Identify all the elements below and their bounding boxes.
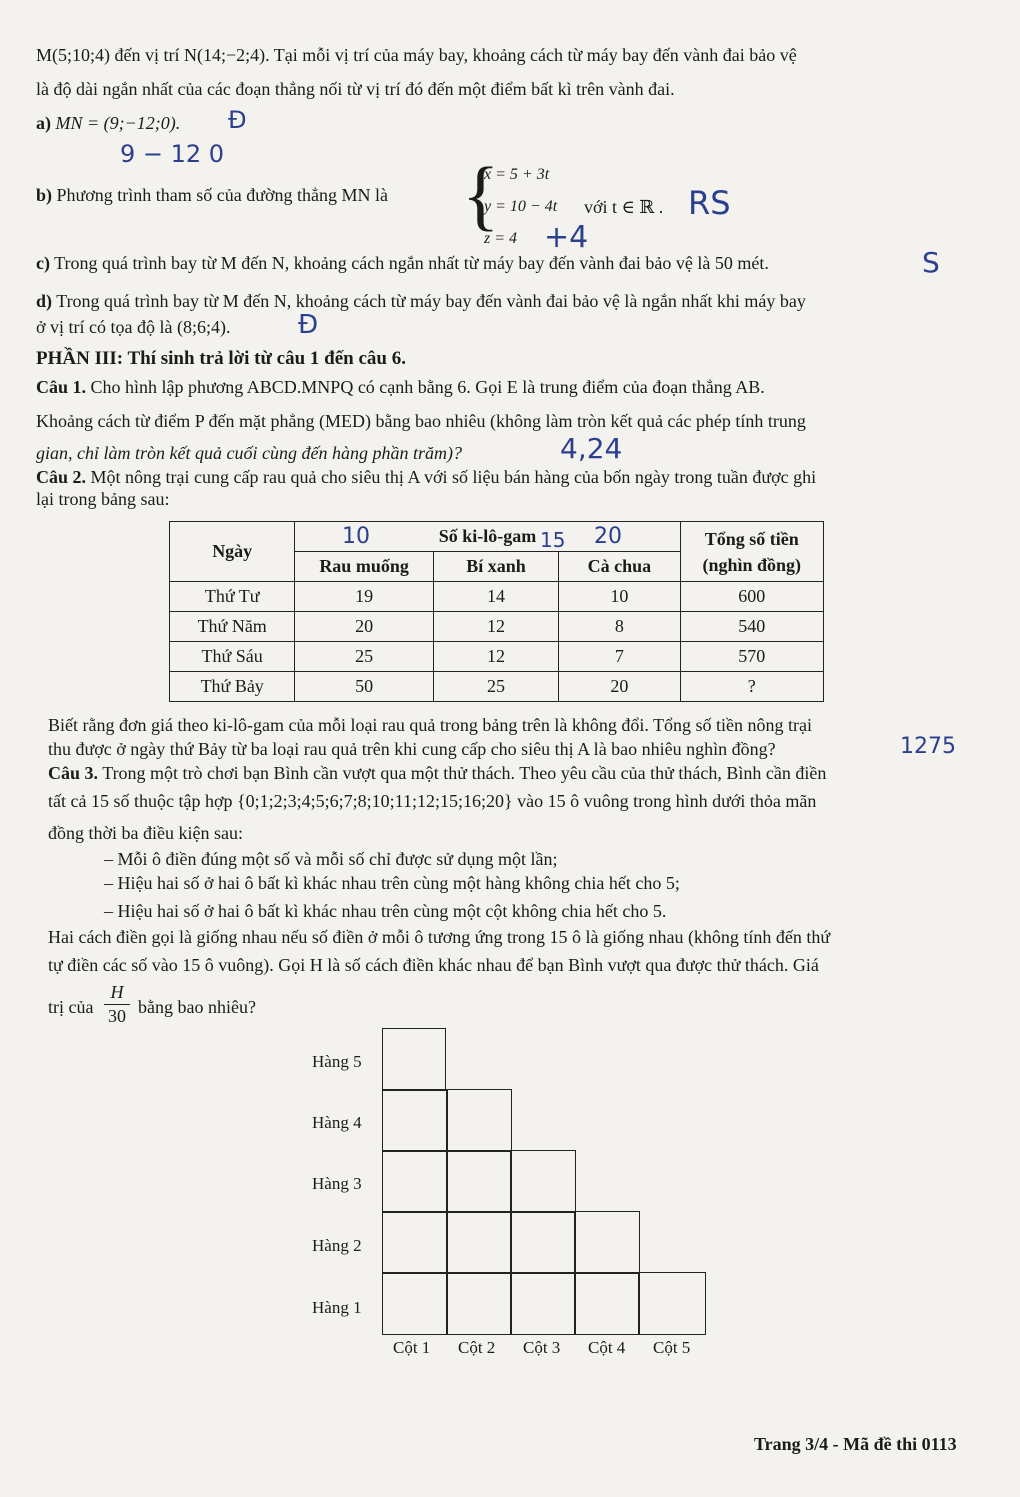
page-footer: Trang 3/4 - Mã đề thi 0113 (754, 1434, 957, 1454)
equation-z: z = 4 (484, 230, 518, 247)
table-row (170, 642, 824, 672)
question-3-line-5: tự điền các số vào 15 ô vuông). Gọi H là số cách điền khác nhau để bạn Bình vượt qua được thử thách. Giá (48, 955, 819, 975)
table-cell: ? (680, 672, 823, 702)
grid-cell (382, 1028, 446, 1091)
handwritten-price-3: 20 (594, 524, 622, 549)
row-label: Hàng 4 (312, 1113, 362, 1132)
sales-table (169, 521, 824, 702)
handwritten-note-a: 9 − 12 0 (120, 140, 225, 168)
item-d (36, 290, 806, 312)
handwritten-mark-c: S (922, 246, 940, 279)
question-3-line-4: Hai cách điền gọi là giống nhau nếu số điền ở mỗi ô tương ứng trong 15 ô là giống nhau (không tính đến thứ (48, 927, 831, 947)
question-2-after-2: thu được ở ngày thứ Bảy từ ba loại rau quả trên khi cung cấp cho siêu thị A là bao nhiêu nghìn đồng? (48, 739, 776, 759)
table-cell: 20 (559, 672, 680, 702)
grid-cell (510, 1272, 576, 1335)
table-row (170, 612, 824, 642)
header-day: Ngày (170, 522, 295, 582)
table-cell: 600 (680, 582, 823, 612)
table-cell: 7 (559, 642, 680, 672)
item-d-text: Trong quá trình bay từ M đến N, khoảng cách từ máy bay đến vành đai bảo vệ là ngắn nhất khi máy bay (56, 291, 806, 311)
question-3-line-6b: bằng bao nhiêu? (138, 997, 256, 1017)
grid-cell (574, 1272, 640, 1335)
grid-cell (382, 1272, 448, 1335)
item-c-text: Trong quá trình bay từ M đến N, khoảng cách ngắn nhất từ máy bay đến vành đai bảo vệ là 50 mét. (54, 253, 769, 273)
table-cell: 19 (295, 582, 433, 612)
grid-cell (510, 1211, 576, 1274)
question-3-line-2: tất cả 15 số thuộc tập hợp {0;1;2;3;4;5;6;7;8;10;11;12;15;16;20} vào 15 ô vuông trong hình dưới thỏa mãn (48, 791, 817, 811)
item-a-label: a) (36, 113, 51, 133)
table-cell: 25 (295, 642, 433, 672)
fraction-h-over-30 (104, 982, 130, 1027)
part-3-heading: PHẦN III: Thí sinh trả lời từ câu 1 đến câu 6. (36, 348, 406, 369)
table-row (170, 672, 824, 702)
question-1-line-3: gian, chỉ làm tròn kết quả cuối cùng đến hàng phần trăm)? (36, 443, 462, 463)
item-a (36, 112, 180, 134)
table-cell: 25 (433, 672, 558, 702)
table-cell: 10 (559, 582, 680, 612)
question-1-line-2: Khoảng cách từ điểm P đến mặt phẳng (MED) bằng bao nhiêu (không làm tròn kết quả các phép tính trung (36, 411, 806, 431)
equation-y: y = 10 − 4t (484, 198, 558, 215)
question-1-text: Cho hình lập phương ABCD.MNPQ có cạnh bằng 6. Gọi E là trung điểm của đoạn thẳng AB. (90, 377, 765, 397)
grid-cell (574, 1211, 640, 1274)
header-kg: Số ki-lô-gam (295, 522, 680, 552)
item-b (36, 184, 388, 206)
intro-line-2: là độ dài ngắn nhất của các đoạn thẳng nối từ vị trí đó đến một điểm bất kì trên vành đai. (36, 79, 675, 99)
header-total (680, 522, 823, 582)
row-label: Hàng 3 (312, 1174, 362, 1193)
header-winter-melon: Bí xanh (433, 552, 558, 582)
condition-2: – Hiệu hai số ở hai ô bất kì khác nhau trên cùng một hàng không chia hết cho 5; (104, 873, 680, 893)
table-cell: 8 (559, 612, 680, 642)
header-tomato: Cà chua (559, 552, 680, 582)
table-cell: 12 (433, 612, 558, 642)
table-cell: 20 (295, 612, 433, 642)
fraction-denominator: 30 (108, 1006, 126, 1026)
item-d-line-2: ở vị trí có tọa độ là (8;6;4). (36, 317, 231, 337)
table-cell: 540 (680, 612, 823, 642)
handwritten-price-1: 10 (342, 524, 370, 549)
table-row (170, 582, 824, 612)
grid-cell (446, 1150, 512, 1213)
handwritten-answer-2: 1275 (900, 734, 956, 759)
question-2-text: Một nông trại cung cấp rau quả cho siêu thị A với số liệu bán hàng của bốn ngày trong tuần được ghi (90, 467, 817, 487)
fraction-bar (104, 1004, 130, 1005)
item-d-label: d) (36, 291, 53, 311)
column-label: Cột 1 (393, 1338, 431, 1357)
question-1-line-1 (36, 376, 765, 398)
grid-cell (382, 1150, 448, 1213)
row-label: Hàng 5 (312, 1052, 362, 1071)
item-b-label: b) (36, 185, 53, 205)
row-label: Hàng 1 (312, 1298, 362, 1317)
column-label: Cột 2 (458, 1338, 496, 1357)
table-cell-day: Thứ Bảy (170, 672, 295, 702)
row-label: Hàng 2 (312, 1236, 362, 1255)
grid-cell (446, 1272, 512, 1335)
question-3-label: Câu 3. (48, 763, 99, 783)
table-header-row (170, 522, 824, 552)
table-cell-day: Thứ Năm (170, 612, 295, 642)
question-2-after-1: Biết rằng đơn giá theo ki-lô-gam của mỗi loại rau quả trong bảng trên là không đổi. Tổng số tiền nông trại (48, 715, 813, 735)
handwritten-correction-b: +4 (544, 220, 589, 255)
item-c-label: c) (36, 253, 50, 273)
item-c (36, 252, 769, 274)
system-brace: { (462, 151, 500, 238)
header-water-spinach: Rau muống (295, 552, 433, 582)
question-3-line-3: đồng thời ba điều kiện sau: (48, 823, 243, 843)
column-label: Cột 4 (588, 1338, 626, 1357)
condition-1: – Mỗi ô điền đúng một số và mỗi số chỉ được sử dụng một lần; (104, 849, 558, 869)
question-3-text: Trong một trò chơi bạn Bình cần vượt qua một thử thách. Theo yêu cầu của thử thách, Bình cần điền (102, 763, 827, 783)
intro-line-1: M(5;10;4) đến vị trí N(14;−2;4). Tại mỗi vị trí của máy bay, khoảng cách từ máy bay đến vành đai bảo vệ (36, 45, 797, 65)
question-3-line-1 (48, 762, 826, 784)
item-b-text: Phương trình tham số của đường thẳng MN là (56, 185, 389, 205)
table-cell: 12 (433, 642, 558, 672)
fraction-numerator: H (110, 982, 124, 1002)
grid-cell (638, 1272, 706, 1335)
table-cell-day: Thứ Tư (170, 582, 295, 612)
question-1-label: Câu 1. (36, 377, 87, 397)
table-cell: 570 (680, 642, 823, 672)
question-2-line-2: lại trong bảng sau: (36, 489, 170, 509)
table-cell: 50 (295, 672, 433, 702)
handwritten-mark-b: RS (688, 184, 731, 222)
question-2-label: Câu 2. (36, 467, 87, 487)
grid-cell (446, 1211, 512, 1274)
equation-x: x = 5 + 3t (484, 166, 550, 183)
grid-cell (510, 1150, 576, 1213)
header-total-line-1: Tổng số tiền (704, 528, 799, 549)
table-cell: 14 (433, 582, 558, 612)
question-3-line-6a: trị của (48, 997, 94, 1017)
grid-cell (446, 1089, 512, 1152)
handwritten-mark-a: Đ (228, 106, 247, 134)
table-cell-day: Thứ Sáu (170, 642, 295, 672)
handwritten-price-2: 15 (540, 528, 566, 552)
question-2-line-1 (36, 466, 816, 488)
column-label: Cột 5 (653, 1338, 691, 1357)
grid-cell (382, 1089, 448, 1152)
parameter-condition: với t ∈ ℝ . (584, 197, 664, 217)
column-label: Cột 3 (523, 1338, 561, 1357)
grid-cell (382, 1211, 448, 1274)
item-a-text: MN = (9;−12;0). (55, 113, 181, 133)
header-total-line-2: (nghìn đồng) (702, 554, 802, 575)
handwritten-answer-1: 4,24 (560, 432, 623, 465)
handwritten-mark-d: Đ (298, 310, 319, 340)
condition-3: – Hiệu hai số ở hai ô bất kì khác nhau trên cùng một cột không chia hết cho 5. (104, 901, 667, 921)
